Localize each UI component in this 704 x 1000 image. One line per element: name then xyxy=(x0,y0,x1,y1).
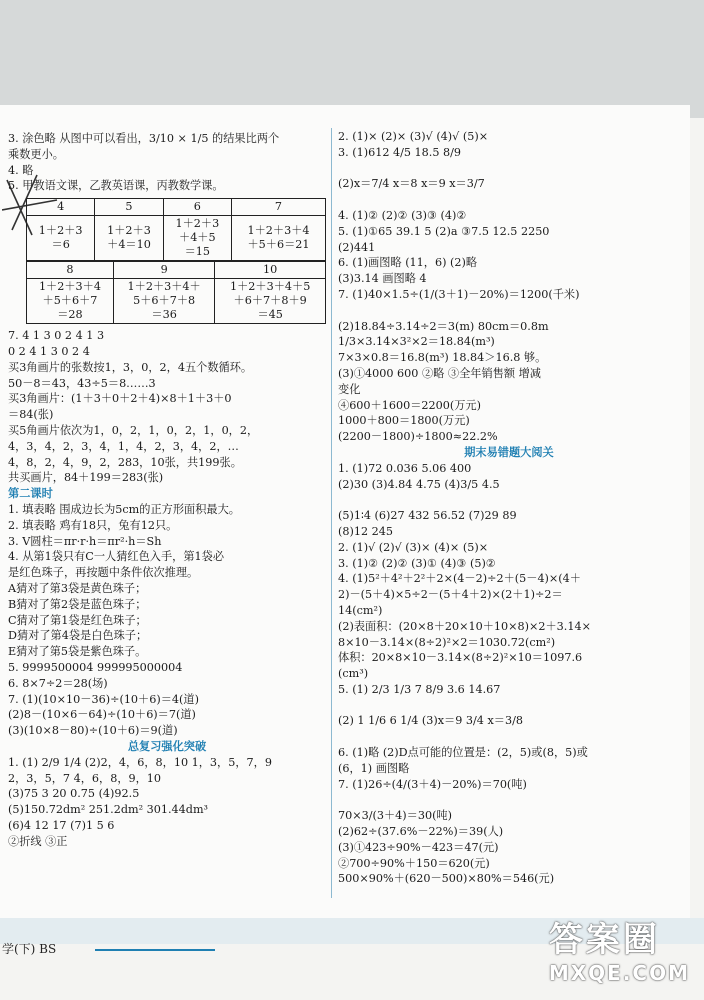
section-heading-review: 总复习强化突破 xyxy=(127,738,207,753)
grid1-cell: 1＋2＋3 ＋4＝10 xyxy=(95,216,163,261)
grid1-cell: 1＋2＋3 ＋4＋5 ＝15 xyxy=(163,216,231,261)
grid1-header: 6 xyxy=(163,199,231,216)
grid1-cell: 1＋2＋3＋4 ＋5＋6＝21 xyxy=(231,216,325,261)
grid2-header: 9 xyxy=(113,262,214,279)
grid1-cell: 1＋2＋3 ＝6 xyxy=(27,216,95,261)
right-line: (2200－1800)÷1800≈22.2% xyxy=(338,430,498,444)
right-line: (cm³) xyxy=(338,667,369,681)
right-line: (8)12 245 xyxy=(338,524,393,538)
right-line: (2)x＝7/4 x＝8 x＝9 x＝3/7 xyxy=(338,177,485,191)
right-line: (2) 1 1/6 6 1/4 (3)x＝9 3/4 x＝3/8 xyxy=(338,714,523,728)
right-line: 6. (1)画图略 (11，6) (2)略 xyxy=(338,256,478,270)
column-divider xyxy=(331,128,332,898)
left-line: 5. 9999500004 999995000004 xyxy=(8,660,183,674)
left-line: B猜对了第2袋是蓝色珠子； xyxy=(8,597,147,611)
right-line: (2)441 xyxy=(338,240,376,254)
right-line: 8×10－3.14×(8÷2)²×2＝1030.72(cm²) xyxy=(338,635,556,649)
left-line: 1. 填表略 围成边长为5cm的正方形面积最大。 xyxy=(8,502,240,516)
left-line: E猜对了第5袋是紫色珠子。 xyxy=(8,645,147,659)
left-line: 4，8，2，4，9，2，283，10张，共199张。 xyxy=(8,455,242,469)
right-line: 5. (1)①65 39.1 5 (2)a ③7.5 12.5 2250 xyxy=(338,224,550,238)
left-column xyxy=(8,131,326,849)
section-heading-lesson2: 第二课时 xyxy=(8,486,53,501)
left-line: ＝84(张) xyxy=(8,408,54,422)
right-line: ④600＋1600＝2200(万元) xyxy=(338,398,481,412)
right-line: 6. (1)略 (2)D点可能的位置是：(2，5)或(8，5)或 xyxy=(338,746,588,760)
left-line: 买3角画片：(1＋3＋0＋2＋4)×8＋1＋3＋0 xyxy=(8,392,232,406)
right-column xyxy=(338,129,680,887)
left-line: ②折线 ③正 xyxy=(8,834,68,848)
right-line: (2)18.84÷3.14÷2＝3(m) 80cm＝0.8m xyxy=(338,319,549,333)
left-line: 7. 4 1 3 0 2 4 1 3 xyxy=(8,329,105,343)
left-line: (5)150.72dm² 251.2dm² 301.44dm³ xyxy=(8,803,209,817)
right-line: 4. (1)② (2)② (3)③ (4)② xyxy=(338,208,467,222)
right-line: 2. (1)× (2)× (3)√ (4)√ (5)× xyxy=(338,130,489,143)
right-line: (6，1) 画图略 xyxy=(338,761,410,775)
left-line: 0 2 4 1 3 0 2 4 xyxy=(8,344,90,358)
right-line: 3. (1)612 4/5 18.5 8/9 xyxy=(338,145,462,159)
right-line: (2)62÷(37.6%－22%)＝39(人) xyxy=(338,825,504,839)
right-line: 4. (1)5²＋4²＋2²＋2×(4－2)÷2＋(5－4)×(4＋ xyxy=(338,572,581,586)
right-line: 1/3×3.14×3²×2＝18.84(m³) xyxy=(338,335,495,349)
left-line: 6. 8×7÷2＝28(场) xyxy=(8,676,108,690)
right-line: 3. (1)② (2)② (3)① (4)③ (5)② xyxy=(338,556,496,570)
right-line: (2)表面积：(20×8＋20×10＋10×8)×2＋3.14× xyxy=(338,619,591,633)
left-line: 2. 填表略 鸡有18只，兔有12只。 xyxy=(8,518,178,532)
right-line: 2)－(5＋4)×5÷2－(5＋4＋2)×(2＋1)÷2＝ xyxy=(338,588,563,602)
left-line: D猜对了第4袋是白色珠子； xyxy=(8,629,148,643)
right-line: (5)1∶4 (6)27 432 56.52 (7)29 89 xyxy=(338,509,517,523)
top-margin xyxy=(0,0,704,118)
left-line: 4. 从第1袋只有C一人猜红色入手，第1袋必 xyxy=(8,550,225,564)
left-line: 共买画片，84＋199＝283(张) xyxy=(8,471,164,485)
right-line xyxy=(338,729,680,745)
left-line: 乘数更小。 xyxy=(8,147,64,161)
right-line xyxy=(338,492,680,508)
right-line: (2)30 (3)4.84 4.75 (4)3/5 4.5 xyxy=(338,477,500,491)
right-line xyxy=(338,698,680,714)
right-line: 体积：20×8×10－3.14×(8÷2)²×10＝1097.6 xyxy=(338,651,583,665)
left-line: A猜对了第3袋是黄色珠子； xyxy=(8,581,147,595)
left-line: (3)(10×8－80)÷(10＋6)＝9(道) xyxy=(8,724,178,738)
left-line: 7. (1)(10×10－36)÷(10＋6)＝4(道) xyxy=(8,692,199,706)
left-line: 50－8＝43，43÷5＝8……3 xyxy=(8,376,156,390)
right-line: 1000＋800＝1800(万元) xyxy=(338,414,470,428)
left-line: 4. 略 xyxy=(8,163,34,177)
right-line: (3)①423÷90%－423＝47(元) xyxy=(338,840,499,854)
watermark xyxy=(549,912,690,985)
right-line: ②700÷90%＋150＝620(元) xyxy=(338,856,490,870)
right-line: 5. (1) 2/3 1/3 7 8/9 3.6 14.67 xyxy=(338,682,501,696)
right-line: (3)3.14 画图略 4 xyxy=(338,272,427,286)
right-line: 14(cm²) xyxy=(338,603,383,617)
sum-table-2 xyxy=(26,261,326,324)
grid1-header: 4 xyxy=(27,199,95,216)
left-line: 是红色珠子，再按题中条件依次推理。 xyxy=(8,566,199,580)
sum-table-1 xyxy=(26,198,326,261)
right-line: 70×3/(3＋4)＝30(吨) xyxy=(338,809,452,823)
left-line: 4，3，4，2，3，4，1，4，2，3，4，2，… xyxy=(8,439,239,453)
grid1-header: 5 xyxy=(95,199,163,216)
left-line: (2)8－(10×6－64)÷(10＋6)＝7(道) xyxy=(8,708,196,722)
right-line: 7×3×0.8＝16.8(m³) 18.84＞16.8 够。 xyxy=(338,351,547,365)
footer-label: 学(下) BS xyxy=(2,942,57,956)
watermark-url: MXQE.COM xyxy=(548,961,690,985)
grid2-header: 10 xyxy=(215,262,326,279)
grid2-cell: 1＋2＋3＋4＋5 ＋6＋7＋8＋9 ＝45 xyxy=(215,279,326,324)
left-line: (6)4 12 17 (7)1 5 6 xyxy=(8,818,115,832)
grid2-cell: 1＋2＋3＋4＋ 5＋6＋7＋8 ＝36 xyxy=(113,279,214,324)
left-line: 买3角画片的张数按1，3，0，2，4五个数循环。 xyxy=(8,360,253,374)
right-line: 500×90%＋(620－500)×80%＝546(元) xyxy=(338,872,555,886)
left-line: 5. 甲教语文课，乙教英语课，丙教数学课。 xyxy=(8,179,224,193)
left-line: (3)75 3 20 0.75 (4)92.5 xyxy=(8,787,140,801)
right-line: 1. (1)72 0.036 5.06 400 xyxy=(338,461,472,475)
right-line xyxy=(338,303,680,319)
right-line: 变化 xyxy=(338,382,361,396)
grid2-header: 8 xyxy=(27,262,114,279)
right-line xyxy=(338,161,680,177)
right-line: 7. (1)26÷(4/(3＋4)－20%)＝70(吨) xyxy=(338,777,527,791)
grid2-cell: 1＋2＋3＋4 ＋5＋6＋7 ＝28 xyxy=(27,279,114,324)
left-line: 3. 涂色略 从图中可以看出，3/10 × 1/5 的结果比两个 xyxy=(8,132,280,145)
left-line: 3. V圆柱＝πr·r·h＝πr²·h＝Sh xyxy=(8,534,162,548)
left-line: 买5角画片依次为1，0，2，1，0，2，1，0，2， xyxy=(8,423,259,437)
right-line: 7. (1)40×1.5÷(1/(3＋1)－20%)＝1200(千米) xyxy=(338,287,580,301)
right-line: 2. (1)√ (2)√ (3)× (4)× (5)× xyxy=(338,540,489,554)
left-line: 1. (1) 2/9 1/4 (2)2，4，6，8，10 1，3，5，7，9 xyxy=(8,755,272,769)
footer-rule xyxy=(95,949,215,951)
left-line: C猜对了第1袋是红色珠子； xyxy=(8,613,147,627)
right-line: (3)①4000 600 ②略 ③全年销售额 增减 xyxy=(338,366,541,380)
watermark-main: 答案圈 xyxy=(548,920,660,960)
section-heading-final: 期末易错题大阅关 xyxy=(464,444,554,459)
right-line xyxy=(338,792,680,808)
right-line xyxy=(338,192,680,208)
grid1-header: 7 xyxy=(231,199,325,216)
left-line: 2，3，5，7 4，6，8，9，10 xyxy=(8,771,162,785)
